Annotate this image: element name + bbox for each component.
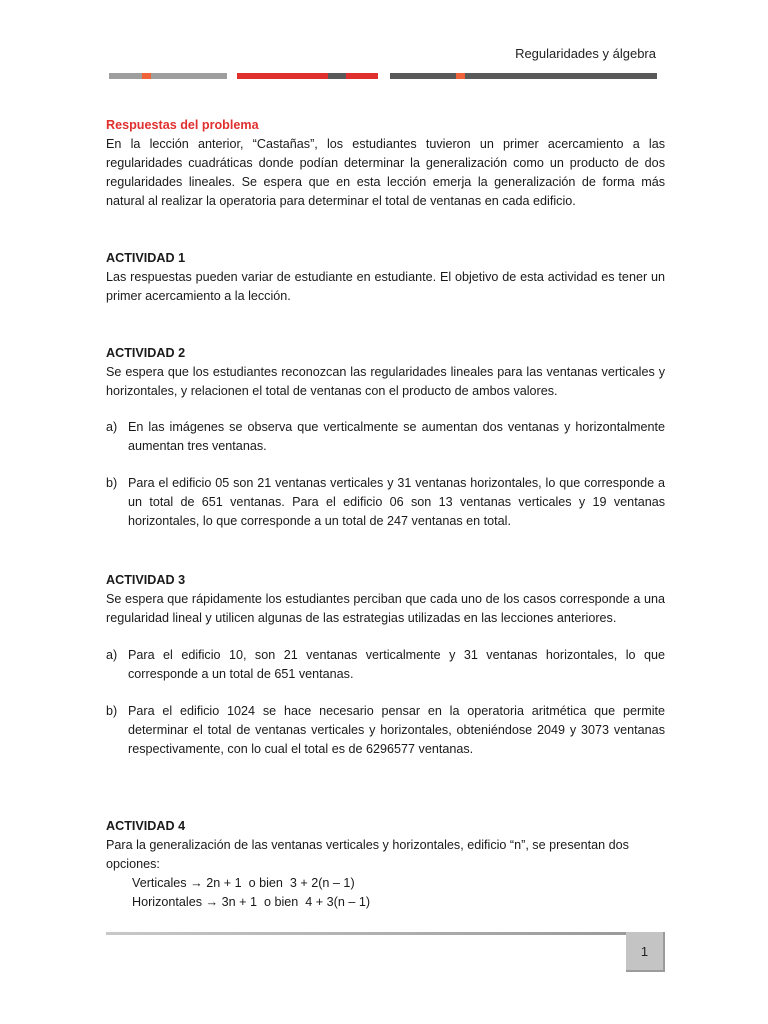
activity-4-section [106, 817, 665, 912]
list-item [106, 474, 665, 531]
activity-2-section [106, 344, 665, 531]
right-arrow-icon: → [205, 895, 219, 909]
list-item-text: Para el edificio 05 son 21 ventanas verticales y 31 ventanas horizontales, lo que corresponde a un total de 651 ventanas. Para el edificio 06 son 13 ventanas verticales y 19 ventanas horizontales, lo que corresponde a un total de 247 ventanas en total. [128, 476, 665, 528]
header-decor-bar-6 [346, 73, 378, 79]
header-decor-bar-9 [465, 73, 657, 79]
intro-section [106, 116, 665, 211]
right-arrow-icon: → [190, 876, 203, 890]
activity-2-title: ACTIVIDAD 2 [106, 346, 186, 360]
activity-4-paragraph: Para la generalización de las ventanas verticales y horizontales, edificio “n”, se presentan dos opciones: [106, 838, 629, 871]
list-item [106, 418, 665, 456]
header-decor-bar-3 [151, 73, 227, 79]
header-decor-bar-4 [237, 73, 328, 79]
formula-label: Verticales [132, 876, 187, 890]
formula-label: Horizontales [132, 895, 202, 909]
activity-3-paragraph: Se espera que rápidamente los estudiantes perciban que cada uno de los casos corresponde a una regularidad lineal y utilicen algunas de las estrategias utilizadas en las lecciones anteriores. [106, 592, 665, 625]
formula-expression: 3n + 1 o bien 4 + 3(n – 1) [221, 895, 371, 909]
header-decor-bar-8 [456, 73, 465, 79]
footer-divider [106, 932, 626, 935]
list-marker: a) [106, 648, 118, 662]
list-item-text: En las imágenes se observa que verticalmente se aumentan dos ventanas y horizontalmente aumentan tres ventanas. [128, 420, 665, 453]
section-title: Respuestas del problema [106, 118, 259, 132]
activity-3-title: ACTIVIDAD 3 [106, 573, 186, 587]
activity-1-section [106, 249, 665, 306]
list-item [106, 702, 665, 759]
header-decor-bar-5 [328, 73, 346, 79]
list-item-text: Para el edificio 10, son 21 ventanas verticalmente y 31 ventanas horizontales, lo que corresponde a un total de 651 ventanas. [128, 648, 665, 681]
header-decor-bar-1 [109, 73, 142, 79]
activity-3-section [106, 571, 665, 759]
activity-2-paragraph: Se espera que los estudiantes reconozcan las regularidades lineales para las ventanas verticales y horizontales, y relacionen el total de ventanas con el producto de ambos valores. [106, 365, 665, 398]
activity-1-paragraph: Las respuestas pueden variar de estudiante en estudiante. El objetivo de esta actividad es tener un primer acercamiento a la lección. [106, 270, 665, 303]
list-marker: a) [106, 420, 118, 434]
formula-verticales [106, 874, 665, 893]
header-decor-bar-7 [390, 73, 456, 79]
activity-4-title: ACTIVIDAD 4 [106, 819, 186, 833]
list-marker: b) [106, 476, 118, 490]
activity-1-title: ACTIVIDAD 1 [106, 251, 186, 265]
header-title: Regularidades y álgebra [515, 46, 656, 61]
header-decor-bar-2 [142, 73, 151, 79]
list-marker: b) [106, 704, 118, 718]
list-item-text: Para el edificio 1024 se hace necesario pensar en la operatoria aritmética que permite determinar el total de ventanas verticales y horizontales, obteniéndose 2049 y 3073 ventanas respectivamente, con lo cual el total es de 6296577 ventanas. [128, 704, 665, 756]
formula-expression: 2n + 1 o bien 3 + 2(n – 1) [206, 876, 355, 890]
formula-horizontales [106, 893, 665, 912]
list-item [106, 646, 665, 684]
page-number: 1 [626, 932, 665, 972]
intro-paragraph: En la lección anterior, “Castañas”, los estudiantes tuvieron un primer acercamiento a las regularidades cuadráticas donde podían determinar la generalización como un producto de dos regularidades lineales. Se espera que en esta lección emerja la generalización de forma más natural al realizar la operatoria para determinar el total de ventanas en cada edificio. [106, 137, 665, 208]
